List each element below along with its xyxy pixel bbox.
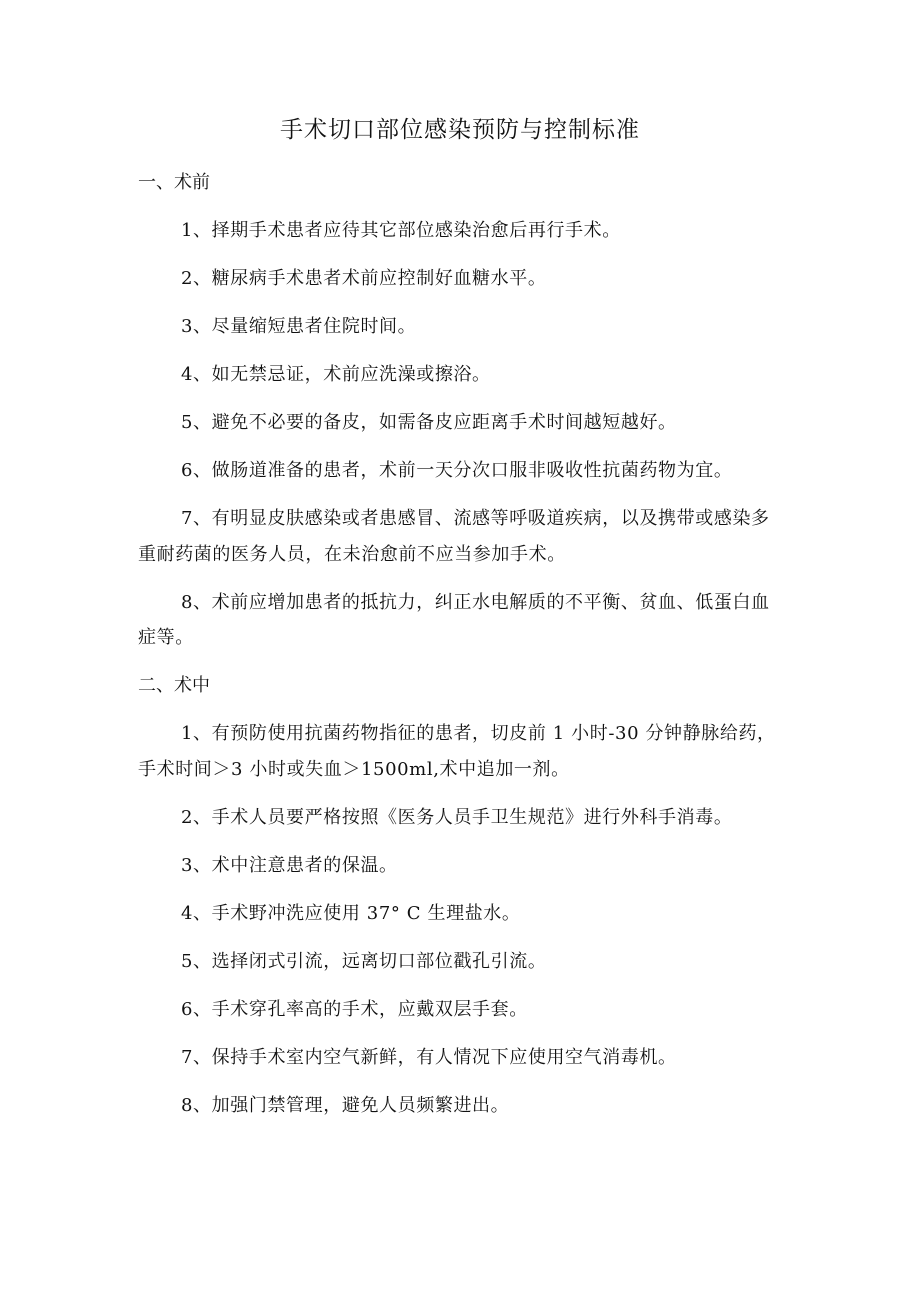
document-body	[138, 165, 788, 1136]
list-item: 4、手术野冲洗应使用 37° C 生理盐水。	[181, 902, 521, 924]
list-item: 2、手术人员要严格按照《医务人员手卫生规范》进行外科手消毒。	[181, 806, 733, 828]
list-item: 8、术前应增加患者的抵抗力，纠正水电解质的不平衡、贫血、低蛋白血症等。	[138, 591, 770, 648]
list-item: 8、加强门禁管理，避免人员频繁进出。	[181, 1094, 510, 1116]
list-item: 6、手术穿孔率高的手术，应戴双层手套。	[181, 998, 528, 1020]
list-item: 3、尽量缩短患者住院时间。	[181, 316, 417, 337]
document-title: 手术切口部位感染预防与控制标准	[280, 117, 640, 143]
list-item: 7、保持手术室内空气新鲜，有人情况下应使用空气消毒机。	[181, 1046, 677, 1068]
section-heading: 一、术前	[138, 172, 210, 193]
section-intraoperative	[138, 668, 788, 1123]
section-preoperative	[138, 165, 788, 656]
list-item: 2、糖尿病手术患者术前应控制好血糖水平。	[181, 268, 547, 289]
list-item: 1、择期手术患者应待其它部位感染治愈后再行手术。	[181, 220, 621, 241]
list-item: 5、选择闭式引流，远离切口部位戳孔引流。	[181, 950, 547, 972]
list-item: 4、如无禁忌证，术前应洗澡或擦浴。	[181, 364, 491, 385]
list-item: 6、做肠道准备的患者，术前一天分次口服非吸收性抗菌药物为宜。	[181, 460, 733, 481]
list-item: 5、避免不必要的备皮，如需备皮应距离手术时间越短越好。	[181, 412, 677, 433]
list-item: 1、有预防使用抗菌药物指征的患者，切皮前 1 小时-30 分钟静脉给药，手术时间＞3 小时或失血＞1500ml,术中追加一剂。	[138, 723, 776, 780]
list-item: 7、有明显皮肤感染或者患感冒、流感等呼吸道疾病，以及携带或感染多重耐药菌的医务人员，在未治愈前不应当参加手术。	[138, 508, 770, 565]
list-item: 3、术中注意患者的保温。	[181, 854, 398, 876]
section-heading: 二、术中	[138, 675, 210, 696]
